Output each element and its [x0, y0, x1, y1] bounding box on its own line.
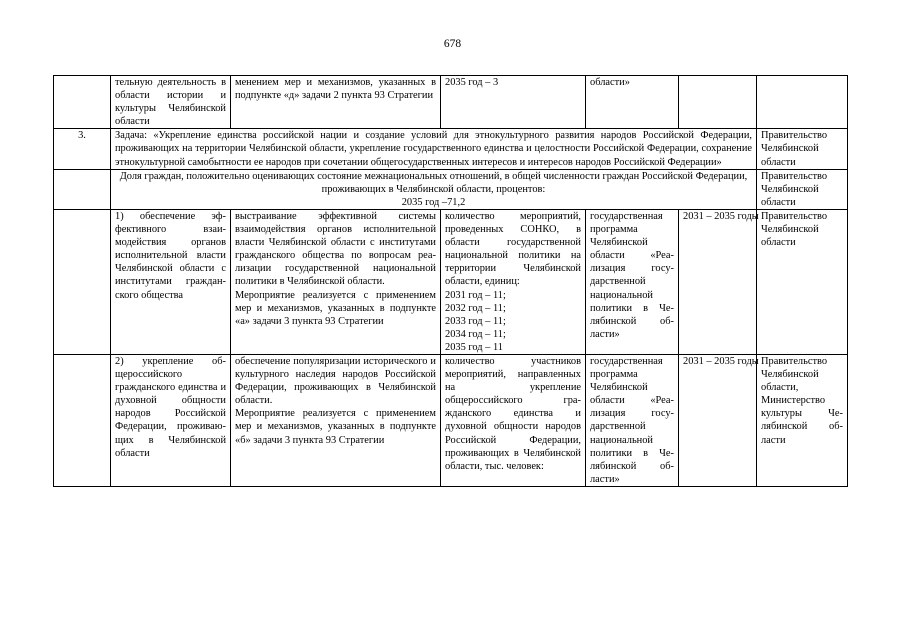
page-number: 678: [443, 38, 462, 50]
indicator-text: количество участников мероприятий, направленных на укрепление общероссийского гражданского единства и духовной общности народов Российской Федерации, проживающих в Челябинской области, тыс. человек:: [445, 355, 581, 472]
indicator-value: 2032 год – 11;: [445, 302, 506, 314]
responsible-cell: Правительство Челябинской области: [757, 209, 848, 354]
indicator-text: количество мероприятий, проведенных СОНКО, в области государственной национальной политики на территории Челябинской области, единиц:: [445, 210, 581, 288]
responsible-cell: [757, 76, 848, 129]
program-cell: области»: [586, 76, 679, 129]
measure-cell: менением мер и механизмов, указанных в подпункте «д» задачи 2 пункта 93 Стратегии: [231, 76, 441, 129]
indicator-number-cell: [54, 169, 111, 209]
indicator-responsible: Правительство Челябинской области: [757, 169, 848, 209]
measure-note: Мероприятие реализуется с применением мер и механизмов, указанных в подпункте «б» задачи 3 пункта 93 Стратегии: [235, 408, 436, 446]
goal-cell: тельную деятельность в области истории и культуры Челябинской области: [111, 76, 231, 129]
indicator-value: 2033 год – 11;: [445, 315, 506, 327]
period-cell: 2031 – 2035 годы: [679, 209, 757, 354]
indicator-target: 2035 год –71,2: [401, 196, 466, 208]
indicator-cell: 2035 год – 3: [441, 76, 586, 129]
indicator-description: Доля граждан, положительно оценивающих состояние межнациональных отношений, в общей численности граждан Российской Федерации, проживающих в Челябинской области, процентов:: [119, 170, 748, 195]
task-responsible: Правительство Челябинской области: [757, 129, 848, 169]
period-cell: 2031 – 2035 годы: [679, 354, 757, 486]
task-row: [54, 129, 848, 169]
task-text: Задача: «Укрепление единства российской нации и создание условий для этнокультурного развития народов Российской Федерации, проживающих на территории Челябинской области, укрепление государственного единства и целостности Российской Федерации, сохранение этнокультурной самобытности ее народов при сочетании общегосударственных интересов и интересов народов Российской Федерации»: [111, 129, 757, 169]
measure-cell: [231, 354, 441, 486]
indicator-row: [54, 169, 848, 209]
indicator-value: 2034 год – 11;: [445, 328, 506, 340]
measure-row: [54, 354, 848, 486]
indicator-text-cell: [111, 169, 757, 209]
measure-cell: [231, 209, 441, 354]
measure-row: [54, 209, 848, 354]
indicator-cell: [441, 354, 586, 486]
number-cell: [54, 209, 111, 354]
measure-text: выстраивание эффективной системы взаимодействия органов исполнительной власти Челябинской области с институтами гражданского общества по вопросам реализации государственной национальной политики в Челябинской области.: [235, 210, 436, 288]
task-number: 3.: [54, 129, 111, 169]
period-cell: [679, 76, 757, 129]
indicator-cell: [441, 209, 586, 354]
measure-note: Мероприятие реализуется с применением мер и механизмов, указанных в подпункте «а» задачи 3 пункта 93 Стратегии: [235, 289, 436, 327]
number-cell: [54, 354, 111, 486]
program-cell: государственная программа Челябинской области «Реализация государственной национальной политики в Челябинской области»: [586, 209, 679, 354]
continuation-row: [54, 76, 848, 129]
indicator-value: 2031 год – 11;: [445, 289, 506, 301]
goal-cell: 1) обеспечение эффективного взаимодействия органов исполнительной власти Челябинской области с институтами гражданского общества: [111, 209, 231, 354]
indicator-value: 2035 год – 11: [445, 341, 503, 353]
number-cell: [54, 76, 111, 129]
measure-text: обеспечение популяризации исторического и культурного наследия народов Российской Федерации, проживающих в Челябинской области.: [235, 355, 436, 407]
strategy-table: [53, 75, 848, 487]
responsible-cell: Правительство Челябинской области, Министерство культуры Челябинской области: [757, 354, 848, 486]
program-cell: государственная программа Челябинской области «Реализация государственной национальной политики в Челябинской области»: [586, 354, 679, 486]
goal-cell: 2) укрепление общероссийского гражданского единства и духовной общности народов Российской Федерации, проживающих в Челябинской области: [111, 354, 231, 486]
